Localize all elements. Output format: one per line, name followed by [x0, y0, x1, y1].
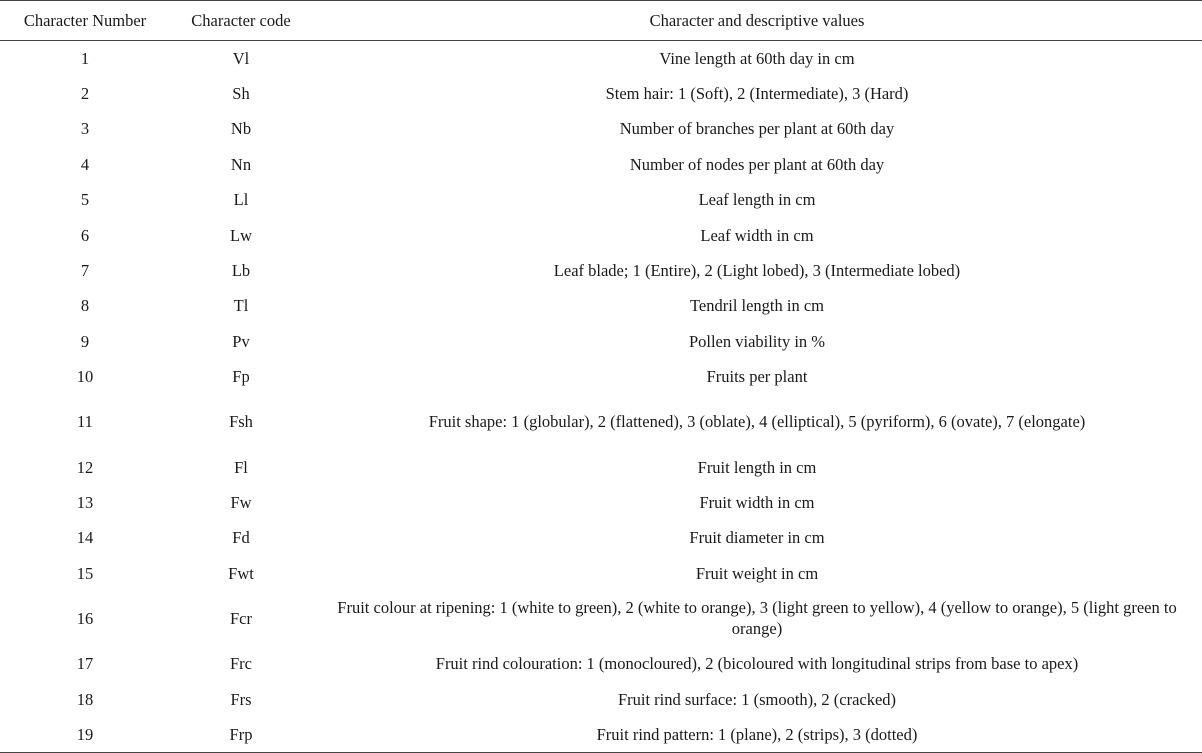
cell-character-number: 2: [80, 84, 90, 104]
cell-character-description: Leaf width in cm: [700, 225, 814, 245]
cell-character-code: Vl: [232, 48, 250, 68]
cell-character-number: 18: [76, 689, 94, 709]
cell-character-description: Leaf blade; 1 (Entire), 2 (Light lobed), 3 (Intermediate lobed): [553, 261, 961, 281]
cell-character-code: Sh: [232, 84, 250, 104]
cell-character-number: 13: [76, 492, 94, 512]
cell-character-code: Lw: [230, 225, 252, 245]
cell-character-description: Fruit diameter in cm: [689, 528, 825, 548]
cell-character-number: 7: [80, 261, 90, 281]
header-character-description: Character and descriptive values: [312, 1, 1202, 41]
cell-character-code: Nb: [230, 119, 252, 139]
table-row: [0, 681, 1202, 716]
cell-character-description: Fruit colour at ripening: 1 (white to green), 2 (white to orange), 3 (light green to yellow), 4 (yellow to orange), 5 (light green to orange): [337, 598, 1177, 639]
cell-character-number: 11: [77, 412, 93, 432]
table-row: [0, 556, 1202, 591]
cell-character-code: Fp: [232, 367, 250, 387]
cell-character-code: Fl: [234, 457, 248, 477]
cell-character-code: Fsh: [229, 412, 253, 432]
cell-character-number: 5: [80, 190, 90, 210]
cell-character-description: Fruit rind colouration: 1 (monocloured), 2 (bicoloured with longitudinal strips from base to apex): [435, 654, 1079, 674]
table-row: [0, 288, 1202, 323]
table-row: [0, 182, 1202, 217]
cell-character-description: Fruit length in cm: [697, 457, 817, 477]
cell-character-description: Fruit rind surface: 1 (smooth), 2 (cracked): [617, 689, 897, 709]
table-row: [0, 394, 1202, 449]
cell-character-description: Vine length at 60th day in cm: [659, 48, 855, 68]
table-row: [0, 591, 1202, 646]
table-row: [0, 485, 1202, 520]
header-character-code: Character code: [170, 1, 312, 41]
cell-character-number: 4: [80, 154, 90, 174]
cell-character-code: Frs: [230, 689, 252, 709]
cell-character-code: Lb: [231, 261, 251, 281]
cell-character-description: Fruit weight in cm: [695, 563, 819, 583]
cell-character-number: 1: [80, 48, 90, 68]
table-row: [0, 147, 1202, 182]
cell-character-description: Leaf length in cm: [698, 190, 816, 210]
cell-character-number: 3: [80, 119, 90, 139]
table-row: [0, 111, 1202, 146]
cell-character-number: 10: [76, 367, 94, 387]
cell-character-code: Tl: [233, 296, 249, 316]
table-row: [0, 449, 1202, 484]
cell-character-code: Fwt: [228, 563, 254, 583]
cell-character-number: 6: [80, 225, 90, 245]
cell-character-code: Pv: [232, 331, 250, 351]
cell-character-number: 16: [76, 608, 94, 628]
table-row: [0, 324, 1202, 359]
header-character-number: Character Number: [0, 1, 170, 41]
table-row: [0, 646, 1202, 681]
cell-character-description: Fruit rind pattern: 1 (plane), 2 (strips), 3 (dotted): [312, 717, 1202, 752]
table-row: [0, 253, 1202, 288]
table-header: [0, 1, 1202, 41]
cell-character-number: 14: [76, 528, 94, 548]
cell-character-number: 17: [76, 654, 94, 674]
cell-character-description: Pollen viability in %: [688, 331, 826, 351]
table-body: [0, 41, 1202, 753]
cell-character-description: Fruit shape: 1 (globular), 2 (flattened), 3 (oblate), 4 (elliptical), 5 (pyriform), 6 (ovate), 7 (elongate): [428, 412, 1086, 432]
cell-character-description: Tendril length in cm: [689, 296, 825, 316]
cell-character-number: 9: [80, 331, 90, 351]
cell-character-number: 19: [0, 717, 170, 752]
cell-character-code: Nn: [230, 154, 252, 174]
table-row: [0, 717, 1202, 752]
table-row: [0, 217, 1202, 252]
table-row: [0, 520, 1202, 555]
cell-character-description: Stem hair: 1 (Soft), 2 (Intermediate), 3 (Hard): [605, 84, 909, 104]
cell-character-code: Fcr: [230, 608, 252, 628]
header-row: [0, 1, 1202, 41]
cell-character-number: 8: [80, 296, 90, 316]
cell-character-code: Frp: [170, 717, 312, 752]
cell-character-description: Number of branches per plant at 60th day: [619, 119, 895, 139]
cell-character-code: Ll: [233, 190, 249, 210]
cell-character-code: Fd: [232, 528, 250, 548]
cell-character-number: 12: [76, 457, 94, 477]
cell-character-code: Fw: [230, 492, 252, 512]
cell-character-description: Fruit width in cm: [699, 492, 815, 512]
table-row: [0, 359, 1202, 394]
cell-character-code: Frc: [230, 654, 252, 674]
table-row: [0, 76, 1202, 111]
cell-character-description: Fruits per plant: [706, 367, 808, 387]
cell-character-description: Number of nodes per plant at 60th day: [629, 154, 885, 174]
table-row: [0, 41, 1202, 76]
cell-character-number: 15: [76, 563, 94, 583]
